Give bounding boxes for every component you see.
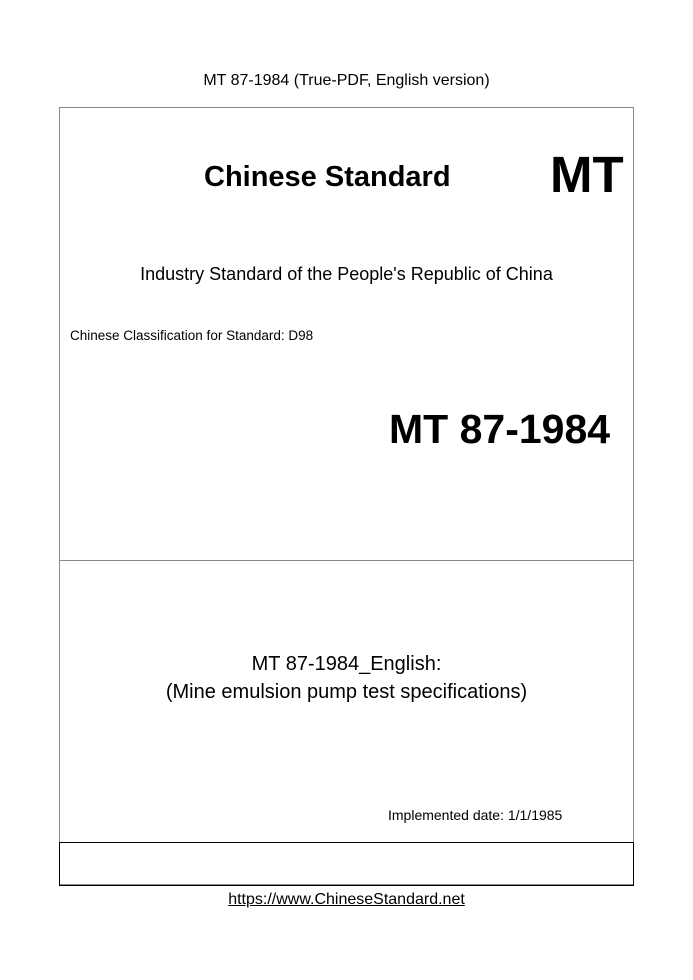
classification-line: Chinese Classification for Standard: D98: [70, 328, 314, 343]
industry-line: Industry Standard of the People's Republic of China: [140, 264, 553, 284]
bottom-empty-box: [59, 842, 634, 886]
document-header: MT 87-1984 (True-PDF, English version): [203, 72, 490, 89]
standard-type-title: Chinese Standard: [204, 161, 451, 193]
implemented-date: Implemented date: 1/1/1985: [388, 807, 563, 823]
english-title-line-2: (Mine emulsion pump test specifications): [165, 681, 528, 703]
footer: [0, 891, 693, 909]
section-divider: [59, 560, 634, 561]
english-title-line-1: MT 87-1984_English:: [251, 653, 442, 675]
standard-mark: MT: [550, 146, 624, 203]
cover-frame: [59, 107, 634, 885]
website-link[interactable]: https://www.ChineseStandard.net: [228, 891, 465, 908]
english-title-block: [59, 650, 634, 706]
standard-number: MT 87-1984: [389, 406, 611, 452]
